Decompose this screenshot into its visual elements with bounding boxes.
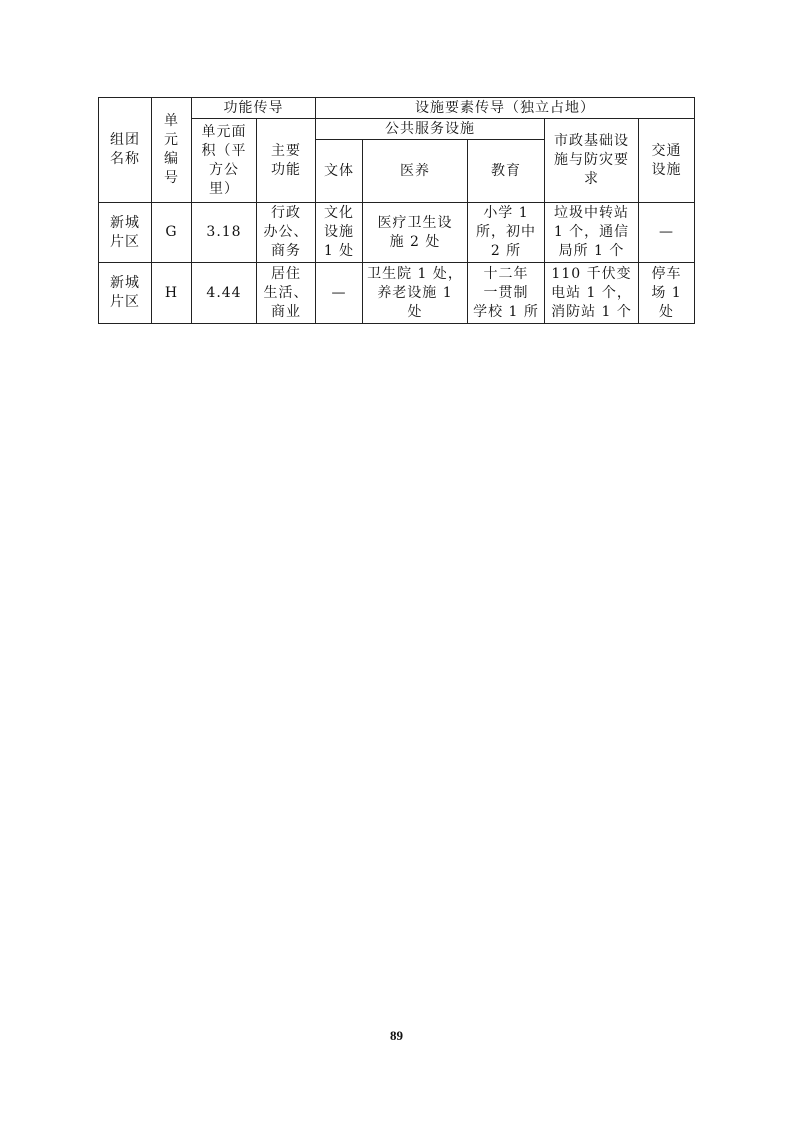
header-municipal: 市政基础设 施与防灾要 求 (545, 119, 639, 203)
cell-municipal: 110 千伏变 电站 1 个， 消防站 1 个 (545, 263, 639, 324)
cell-unit: G (152, 203, 192, 263)
cell-culture: 文化 设施 1 处 (316, 203, 363, 263)
cell-medical: 卫生院 1 处， 养老设施 1 处 (363, 263, 468, 324)
cell-group: 新城 片区 (99, 203, 152, 263)
cell-area: 3.18 (192, 203, 257, 263)
page-number: 89 (390, 1028, 403, 1043)
header-traffic: 交通 设施 (639, 119, 695, 203)
header-unit-number: 单 元 编 号 (152, 98, 192, 203)
header-unit-area: 单元面 积（平 方公 里） (192, 119, 257, 203)
header-culture-sports: 文体 (316, 140, 363, 203)
cell-traffic: — (639, 203, 695, 263)
cell-function: 居住 生活、 商业 (257, 263, 316, 324)
table-row (99, 203, 695, 263)
header-medical-care: 医养 (363, 140, 468, 203)
header-function-transmission: 功能传导 (192, 98, 316, 119)
cell-unit: H (152, 263, 192, 324)
table-row (99, 263, 695, 324)
cell-culture: — (316, 263, 363, 324)
header-facility-transmission: 设施要素传导（独立占地） (316, 98, 695, 119)
cell-municipal: 垃圾中转站 1 个，通信 局所 1 个 (545, 203, 639, 263)
cell-area: 4.44 (192, 263, 257, 324)
header-group-name: 组团 名称 (99, 98, 152, 203)
header-public-service: 公共服务设施 (316, 119, 545, 140)
header-education: 教育 (468, 140, 545, 203)
facility-table (98, 97, 695, 324)
cell-education: 十二年 一贯制 学校 1 所 (468, 263, 545, 324)
cell-function: 行政 办公、 商务 (257, 203, 316, 263)
header-main-function: 主要 功能 (257, 119, 316, 203)
cell-group: 新城 片区 (99, 263, 152, 324)
cell-medical: 医疗卫生设 施 2 处 (363, 203, 468, 263)
cell-education: 小学 1 所，初中 2 所 (468, 203, 545, 263)
cell-traffic: 停车 场 1 处 (639, 263, 695, 324)
